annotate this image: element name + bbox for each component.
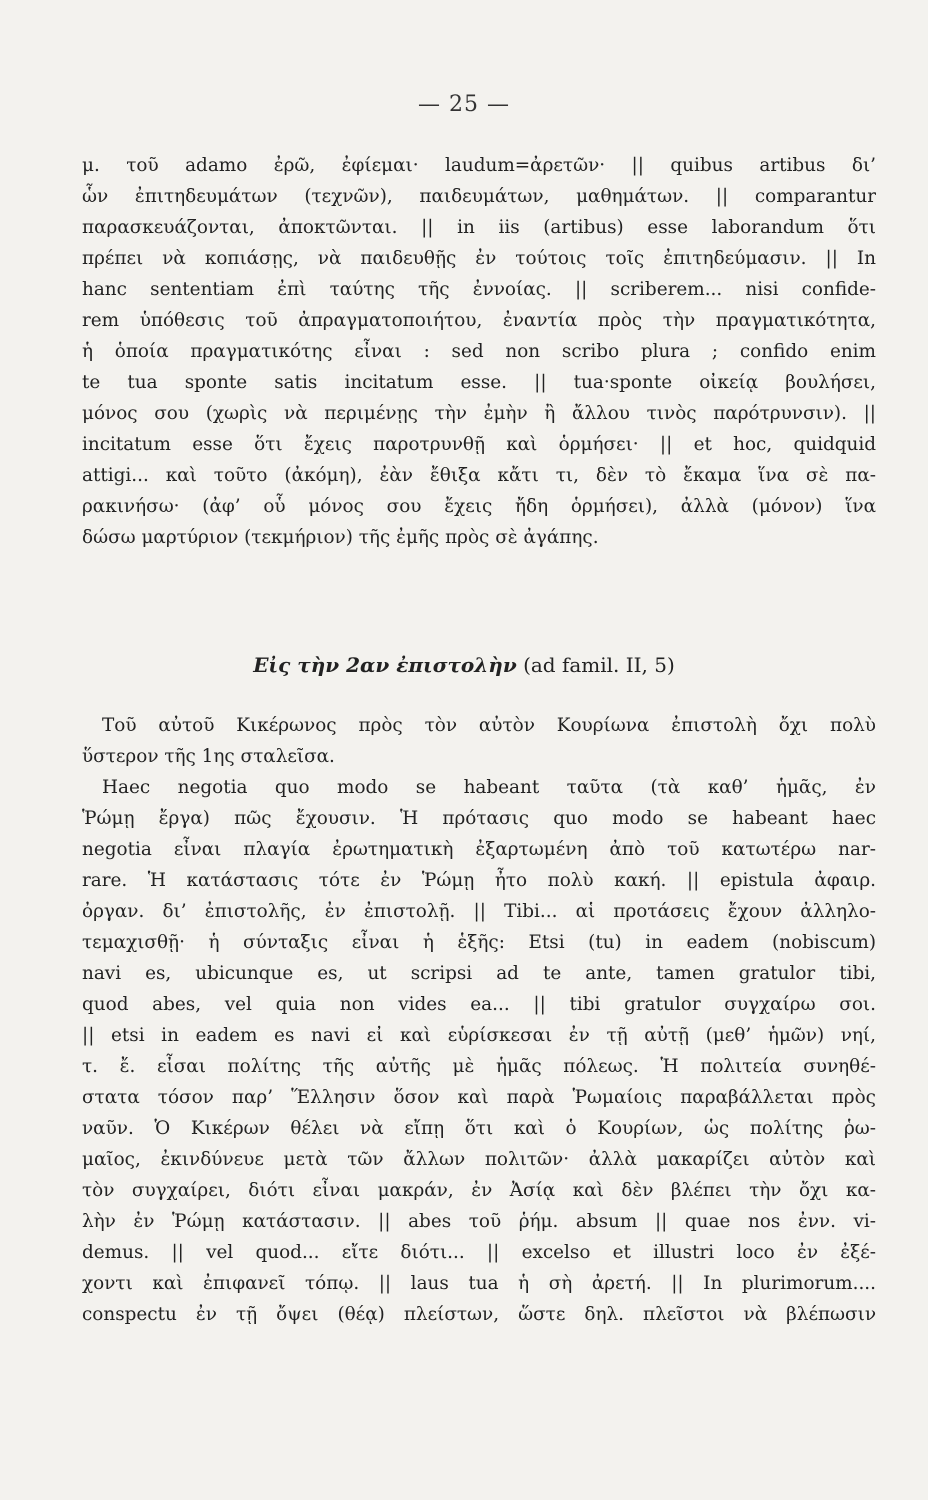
text-line: Haec negotia quo modo se habeant ταῦτα (τὰ καθ’ ἡμᾶς, ἐν <box>102 777 876 798</box>
heading-latin: (ad famil. II, 5) <box>523 653 675 677</box>
text-line: rare. Ἡ κατάστασις τότε ἐν Ῥώμῃ ἦτο πολὺ κακή. || epistula ἀφαιρ. <box>82 870 876 891</box>
text-line: demus. || vel quod... εἴτε διότι... || excelso et illustri loco ἐν ἐξέ- <box>82 1242 876 1263</box>
text-line: ὀργαν. δι’ ἐπιστολῆς, ἐν ἐπιστολῇ. || Tibi... αἱ προτάσεις ἔχουν ἀλληλο- <box>82 901 876 922</box>
page-number: — 25 — <box>418 92 510 117</box>
text-line: δώσω μαρτύριον (τεκμήριον) τῆς ἐμῆς πρὸς σὲ ἀγάπης. <box>82 527 599 548</box>
text-line: μ. τοῦ adamo ἐρῶ, ἐφίεμαι· laudum=ἀρετῶν· || quibus artibus δι’ <box>82 155 876 176</box>
text-line: conspectu ἐν τῇ ὄψει (θέᾳ) πλείστων, ὥστε δηλ. πλεῖστοι νὰ βλέπωσιν <box>82 1304 876 1325</box>
text-line: ὕστερον τῆς 1ης σταλεῖσα. <box>82 746 335 767</box>
text-line: ἡ ὁποία πραγματικότης εἶναι : sed non scribo plura ; confido enim <box>82 341 876 362</box>
paragraph-1 <box>82 150 876 553</box>
section-heading <box>0 650 928 680</box>
text-line: ναῦν. Ὁ Κικέρων θέλει νὰ εἴπῃ ὅτι καὶ ὁ Κουρίων, ὡς πολίτης ῥω- <box>82 1118 876 1139</box>
text-line: ὧν ἐπιτηδευμάτων (τεχνῶν), παιδευμάτων, μαθημάτων. || comparantur <box>82 186 876 207</box>
text-line: μαῖος, ἐκινδύνευε μετὰ τῶν ἄλλων πολιτῶν· ἀλλὰ μακαρίζει αὐτὸν καὶ <box>82 1149 876 1170</box>
text-line: στατα τόσον παρ’ Ἕλλησιν ὅσον καὶ παρὰ Ῥωμαίοις παραβάλλεται πρὸς <box>82 1087 876 1108</box>
text-line: quod abes, vel quia non vides ea... || tibi gratulor συγχαίρω σοι. <box>82 994 876 1015</box>
text-line: χοντι καὶ ἐπιφανεῖ τόπῳ. || laus tua ἡ σὴ ἀρετή. || In plurimorum.... <box>82 1273 876 1294</box>
text-line: || etsi in eadem es navi εἰ καὶ εὑρίσκεσαι ἐν τῇ αὐτῇ (μεθ’ ἡμῶν) νηί, <box>82 1025 876 1046</box>
text-line: λὴν ἐν Ῥώμῃ κατάστασιν. || abes τοῦ ῥήμ. absum || quae nos ἐνν. vi- <box>82 1211 876 1232</box>
text-line: incitatum esse ὅτι ἔχεις παροτρυνθῇ καὶ ὁρμήσει· || et hoc, quidquid <box>82 434 876 455</box>
text-line: navi es, ubicunque es, ut scripsi ad te ante, tamen gratulor tibi, <box>82 963 876 984</box>
text-line: Τοῦ αὐτοῦ Κικέρωνος πρὸς τὸν αὐτὸν Κουρίωνα ἐπιστολὴ ὄχι πολὺ <box>102 715 876 736</box>
text-line: Ῥώμῃ ἔργα) πῶς ἔχουσιν. Ἡ πρότασις quo modo se habeant haec <box>82 808 876 829</box>
text-line: ρακινήσω· (ἀφ’ οὗ μόνος σου ἔχεις ἤδη ὁρμήσει), ἀλλὰ (μόνον) ἵνα <box>82 496 876 517</box>
heading-greek: Εἰς τὴν 2αν ἐπιστολὴν <box>253 653 517 677</box>
text-line: τ. ἔ. εἶσαι πολίτης τῆς αὐτῆς μὲ ἡμᾶς πόλεως. Ἡ πολιτεία συνηθέ- <box>82 1056 876 1077</box>
text-line: τεμαχισθῇ· ἡ σύνταξις εἶναι ἡ ἑξῆς: Etsi (tu) in eadem (nobiscum) <box>82 932 876 953</box>
text-line: πρέπει νὰ κοπιάσῃς, νὰ παιδευθῇς ἐν τούτοις τοῖς ἐπιτηδεύμασιν. || In <box>82 248 876 269</box>
text-line: te tua sponte satis incitatum esse. || tua·sponte οἰκείᾳ βουλήσει, <box>82 372 876 393</box>
text-line: παρασκευάζονται, ἀποκτῶνται. || in iis (artibus) esse laborandum ὅτι <box>82 217 876 238</box>
text-line: attigi... καὶ τοῦτο (ἀκόμη), ἐὰν ἔθιξα κἄτι τι, δὲν τὸ ἔκαμα ἵνα σὲ πα- <box>82 465 876 486</box>
paragraph-2-3 <box>82 710 876 1330</box>
text-line: μόνος σου (χωρὶς νὰ περιμένῃς τὴν ἐμὴν ἢ ἄλλου τινὸς παρότρυνσιν). || <box>82 403 876 424</box>
text-line: hanc sententiam ἐπὶ ταύτης τῆς ἐννοίας. || scriberem... nisi confide- <box>82 279 876 300</box>
text-line: rem ὑπόθεσις τοῦ ἀπραγματοποιήτου, ἐναντία πρὸς τὴν πραγματικότητα, <box>82 310 876 331</box>
text-line: negotia εἶναι πλαγία ἐρωτηματικὴ ἐξαρτωμένη ἀπὸ τοῦ κατωτέρω nar- <box>82 839 876 860</box>
text-line: τὸν συγχαίρει, διότι εἶναι μακράν, ἐν Ἀσίᾳ καὶ δὲν βλέπει τὴν ὄχι κα- <box>82 1180 876 1201</box>
